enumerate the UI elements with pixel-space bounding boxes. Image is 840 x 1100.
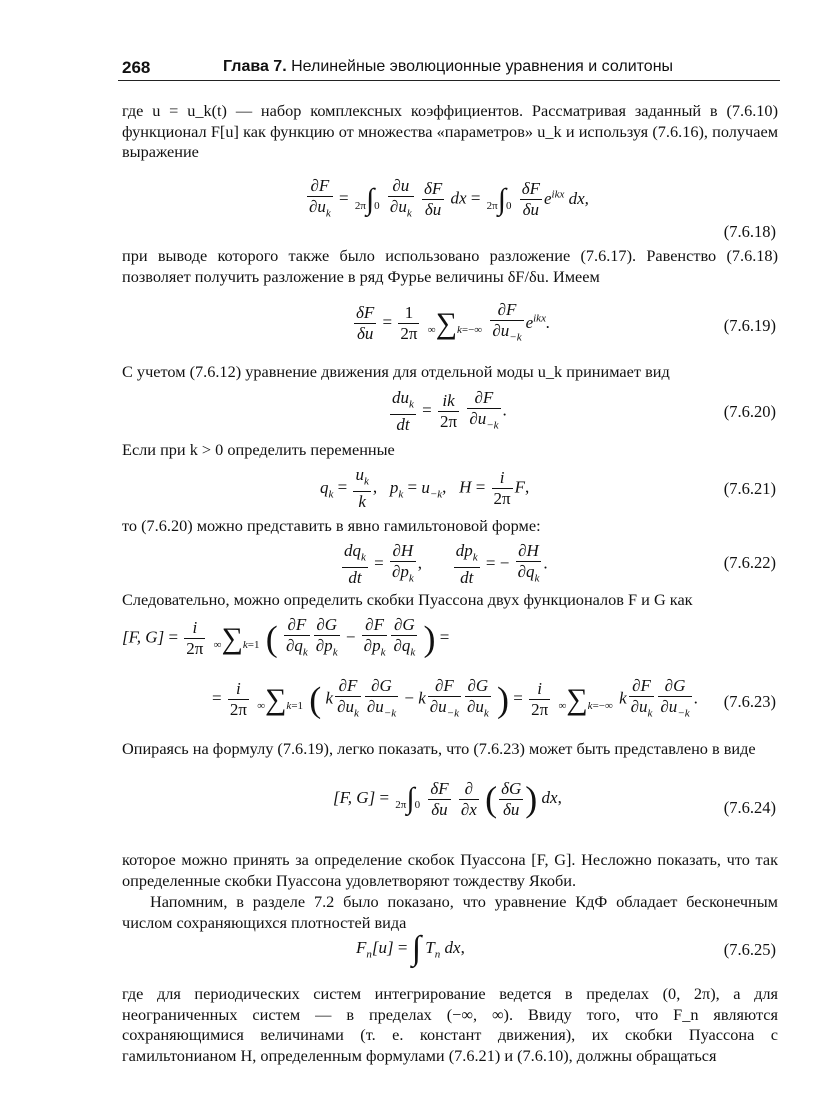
equation-number: (7.6.18) <box>723 222 776 241</box>
paragraph-5: то (7.6.20) можно представить в явно гамильтоновой форме: <box>122 516 541 535</box>
chapter-heading <box>223 58 673 76</box>
paragraph-10: где для периодических систем интегрирование ведется в пределах (0, 2π), а для неограниченных систем — в пределах (−∞, ∞). Ввиду того, что F_n являются сохраняющимися величинами (т. е. констант движения), их скобки Пуассона с гамильтонианом H, определенным формулами (7.6.21) и (7.6.10), должны обращаться <box>122 984 778 1065</box>
equation-number: (7.6.23) <box>723 692 776 711</box>
equation-number: (7.6.19) <box>723 316 776 335</box>
equation-number: (7.6.21) <box>723 479 776 498</box>
equation-number: (7.6.24) <box>723 798 776 817</box>
equation-7-6-22: $\frac{dq_k}{dt}$ = $\frac{\partial H}{\partial p_k}$ , $\frac{dp_k}{dt}$ = − $\frac{\partial H}{\partial q_k}$ . (7.6.22) <box>344 541 776 588</box>
paragraph-4: Если при k > 0 определить переменные <box>122 440 395 459</box>
running-header <box>118 58 780 81</box>
equation-7-6-23-line-1: [F, G] = $\frac{i}{2\pi}$ ∞∑k=1 ( $\frac{\partial F}{\partial q_k}$ $\frac{\partial G}{\partial p_k}$ − $\frac{\partial F}{\partial p_k}$ $\frac{\partial G}{\partial q_k}$ ) = <box>122 615 450 659</box>
equation-7-6-23-line-2: = $\frac{i}{2\pi}$ ∞∑k=1 ( k $\frac{\partial F}{\partial u_k}$ $\frac{\partial G}{\partial u_{-k}}$ − k $\frac{\partial F}{\partial u_{-k}}$ $\frac{\partial G}{\partial u_k}$ ) = $\frac{i}{2\pi}$ ∞∑k=−∞ k $\frac{\partial F}{\partial u_k}$ $\frac{\partial G}{\partial u_{-k}}$ . (7.6.23) <box>212 676 776 720</box>
equation-7-6-24: [F, G] = 2π∫0 $\frac{\delta F}{\delta u}$ $\frac{\partial}{\partial x}$ ( $\frac{\delta G}{\delta u}$ ) dx, (7.6.24) <box>333 778 776 819</box>
chapter-label: Глава 7. <box>223 58 287 75</box>
paragraph-3: С учетом (7.6.12) уравнение движения для отдельной моды u_k принимает вид <box>122 362 670 381</box>
paragraph-6: Следовательно, можно определить скобки Пуассона двух функционалов F и G как <box>122 590 693 609</box>
equation-7-6-19: $\frac{\delta F}{\delta u}$ = $\frac{1}{2\pi}$ ∞∑k=−∞ $\frac{\partial F}{\partial u_{-k}}$ $e^{ikx}$. (7.6.19) <box>356 300 776 344</box>
paragraph-8: которое можно принять за определение скобок Пуассона [F, G]. Несложно показать, что так определенные скобки Пуассона удовлетворяют тождеству Якоби. <box>122 850 778 890</box>
equation-number: (7.6.25) <box>723 940 776 959</box>
paragraph-2: при выводе которого также было использовано разложение (7.6.17). Равенство (7.6.18) позволяет получить разложение в ряд Фурье величины δF/δu. Имеем <box>122 246 778 286</box>
equation-number: (7.6.22) <box>723 553 776 572</box>
paragraph-1: где u = u_k(t) — набор комплексных коэффициентов. Рассматривая заданный в (7.6.10) функционал F[u] как функцию от множества «параметров» u_k и используя (7.6.16), получаем выражение <box>122 101 778 161</box>
paragraph-7: Опираясь на формулу (7.6.19), легко показать, что (7.6.23) может быть представлено в виде <box>122 739 756 758</box>
equation-number: (7.6.20) <box>723 402 776 421</box>
chapter-title: Нелинейные эволюционные уравнения и солитоны <box>291 58 674 75</box>
paragraph-9: Напомним, в разделе 7.2 было показано, что уравнение КдФ обладает бесконечным числом сохраняющихся плотностей вида <box>122 892 778 932</box>
equation-7-6-18: $\frac{\partial F}{\partial u_k}$ = 2π∫0 $\frac{\partial u}{\partial u_k}$ $\frac{\delta F}{\delta u}$ dx = 2π∫0 $\frac{\delta F}{\delta u}$ $e^{ikx}$ dx, (7.6.18) <box>309 176 776 241</box>
equation-7-6-20: $\frac{du_k}{dt}$ = $\frac{ik}{2\pi}$ $\frac{\partial F}{\partial u_{-k}}$ . (7.6.20) <box>392 388 776 435</box>
page-number: 268 <box>122 58 151 77</box>
equation-7-6-21: $q_k$ = $\frac{u_k}{k}$ , $p_k = u_{-k}$, H = $\frac{i}{2\pi}$ F, (7.6.21) <box>320 465 776 512</box>
equation-7-6-25: $F_n[u]$ = ∫ $T_n$ dx, (7.6.25) <box>356 930 776 967</box>
